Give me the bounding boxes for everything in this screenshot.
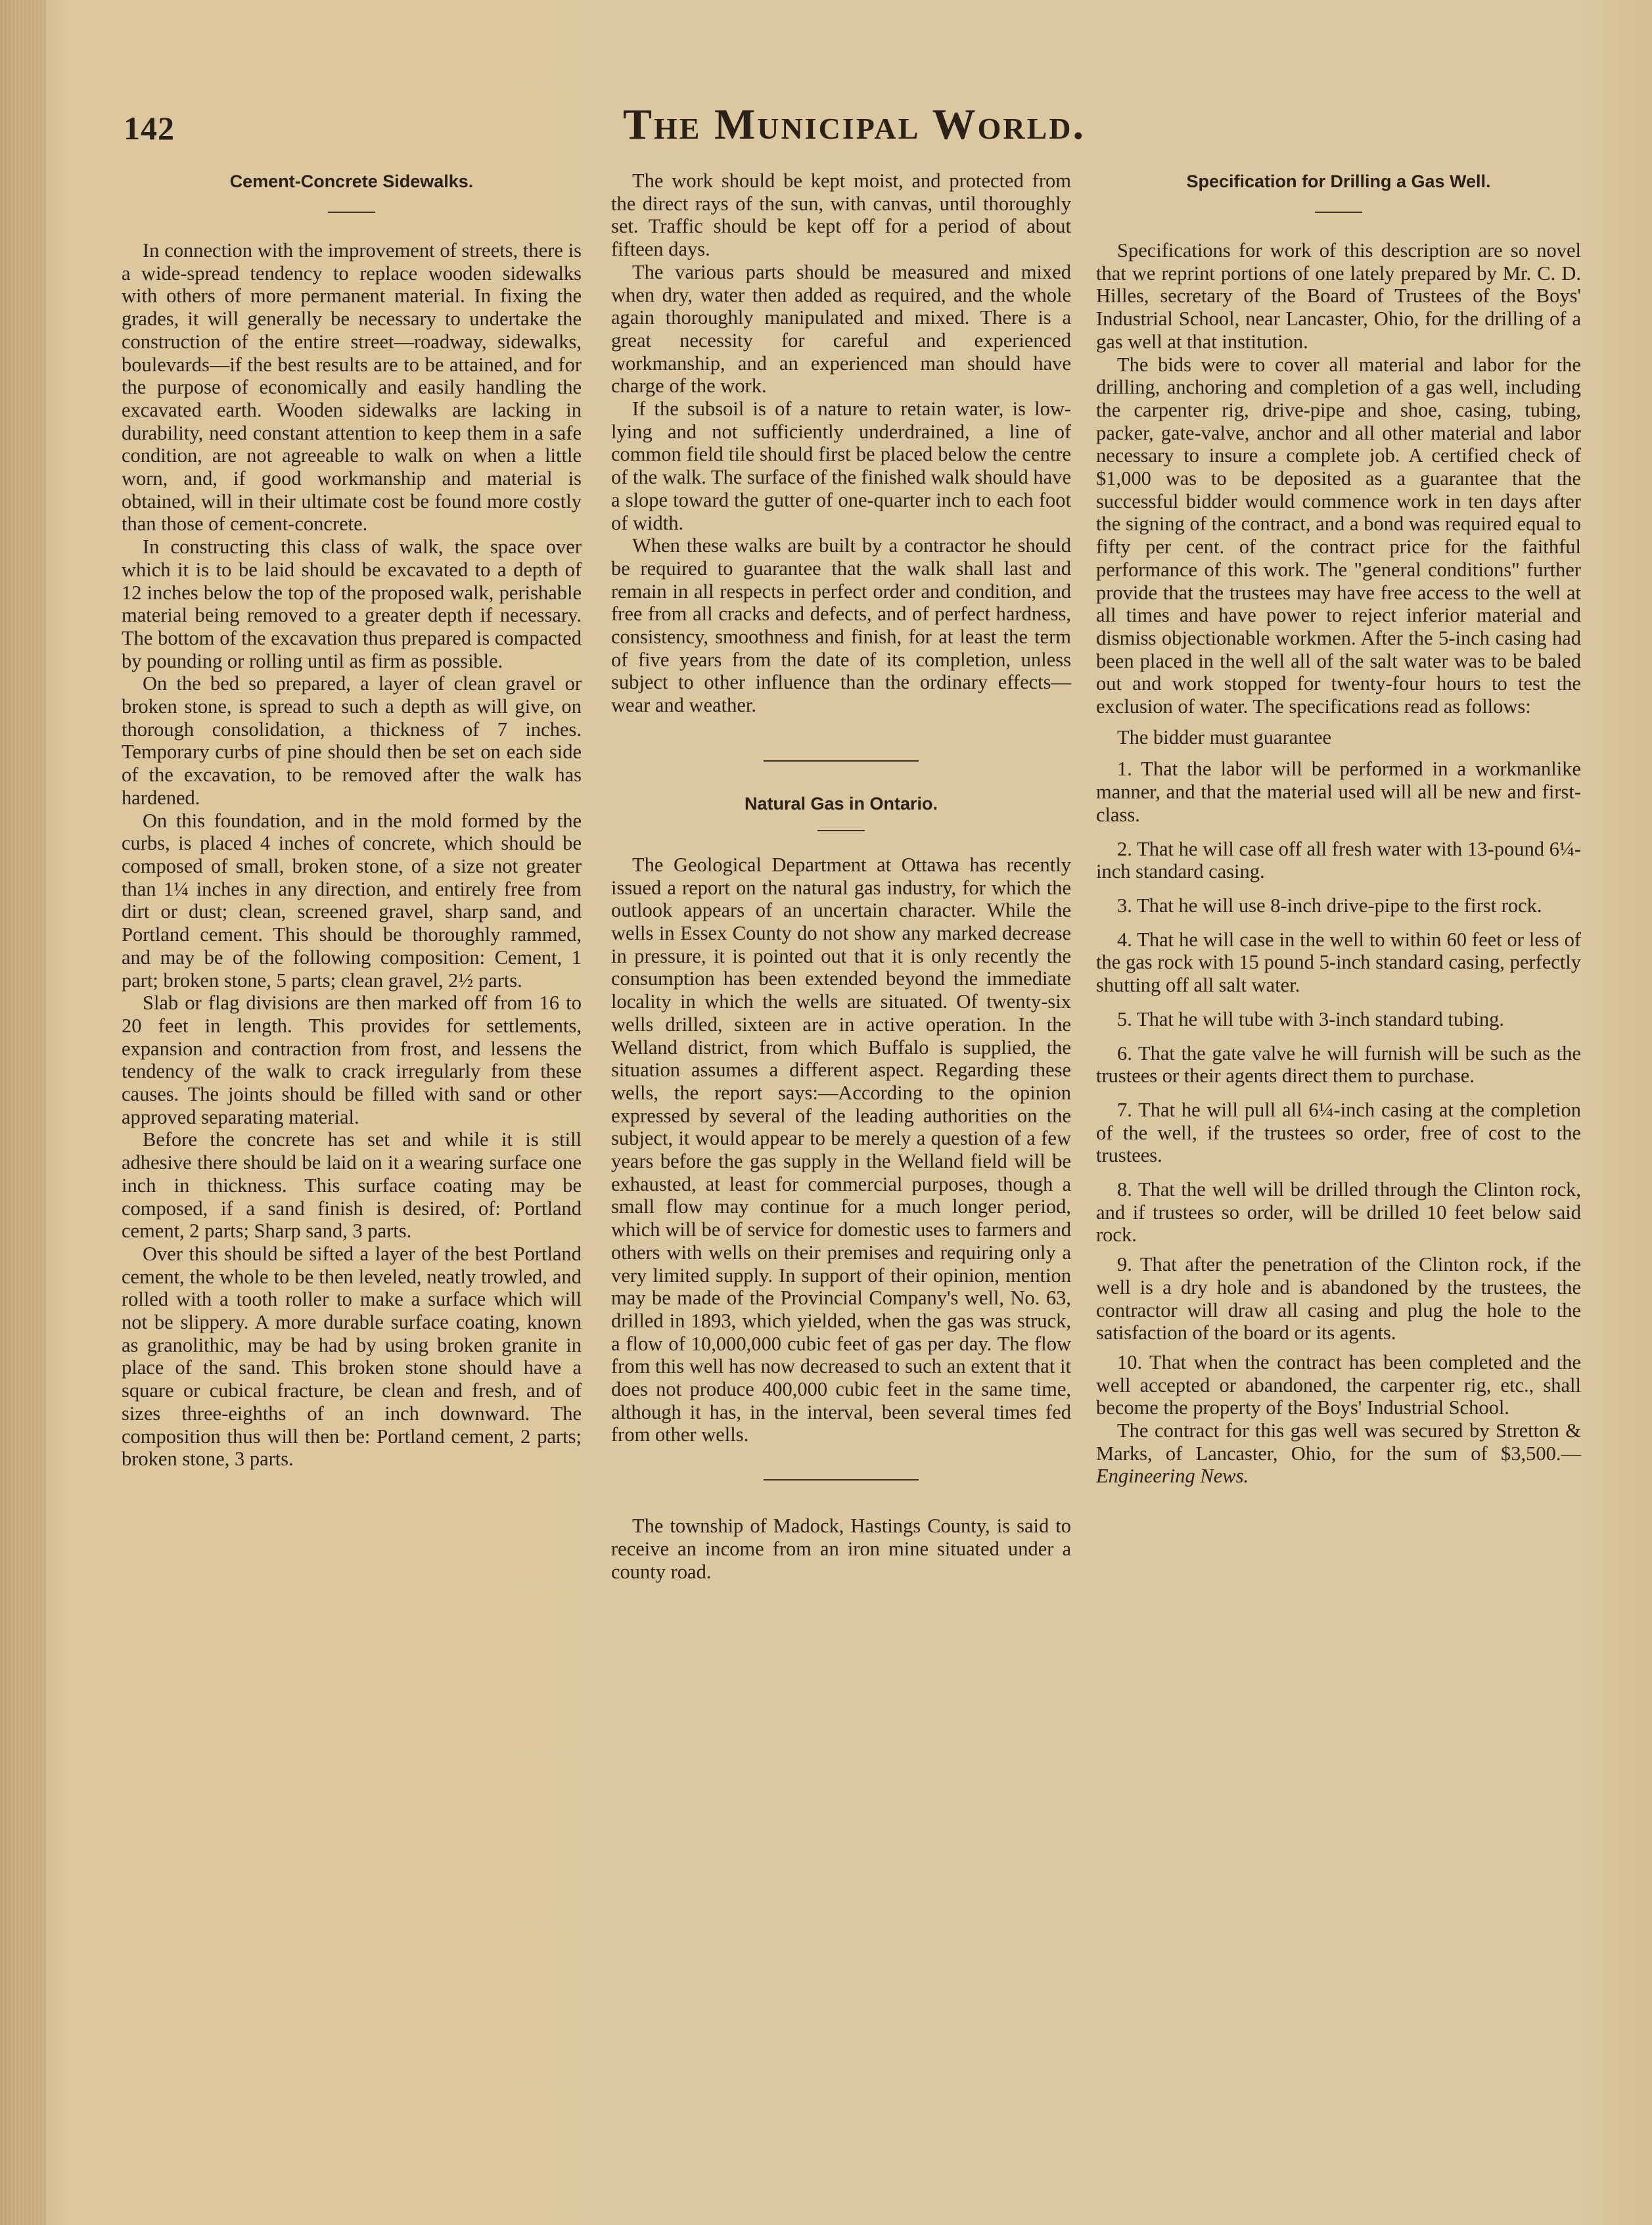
title-rule [1315,212,1362,213]
article-title-cement-sidewalks: Cement-Concrete Sidewalks. [229,172,474,191]
title-rule [817,830,865,831]
masthead-title: The Municipal World. [622,101,1086,149]
paragraph: Before the concrete has set and while it is still adhesive there should be laid on it a wearing surface one inch in thickness. This surface coating may be composed, if a sand finish is desired, of: Portland cement, 2 parts; Sharp sand, 3 parts. [122,1128,582,1243]
paragraph: Specifications for work of this description are so novel that we reprint portions of one lately prepared by Mr. C. D. Hilles, secretary of the Board of Trustees of the Boys' Industrial School, near Lancaster, Ohio, for the drilling of a gas well at that institution. [1096,239,1581,353]
paragraph: Slab or flag divisions are then marked off from 16 to 20 feet in length. This provides for settlements, expansion and contraction from frost, and lessens the tendency of the walk to crack irregularly from these causes. The joints should be filled with sand or other approved separating material. [122,992,582,1128]
paragraph: In constructing this class of walk, the space over which it is to be laid should be excavated to a depth of 12 inches below the top of the proposed walk, perishable material being removed to a greater depth if necessary. The bottom of the excavation thus prepared is compacted by pounding or rolling until as firm as possible. [122,536,582,672]
paragraph: Over this should be sifted a layer of the best Portland cement, the whole to be then leveled, neatly trowled, and rolled with a tooth roller to make a surface which will not be slippery. A more durable surface coating, known as granolithic, may be had by using broken granite in place of the sand. This broken stone should have a square or cubical fracture, be clean and fresh, and of sizes three-eighths of an inch downward. The composition thus will then be: Portland cement, 2 parts; broken stone, 3 parts. [122,1242,582,1471]
paragraph: The township of Madock, Hastings County, is said to receive an income from an iron mine situated under a county road. [611,1515,1071,1583]
paragraph: If the subsoil is of a nature to retain water, is low-lying and not sufficiently underdrained, a line of common field tile should first be placed below the centre of the walk. The surface of the finished walk should have a slope toward the gutter of one-quarter inch to each foot of width. [611,398,1071,534]
paragraph: On this foundation, and in the mold formed by the curbs, is placed 4 inches of concrete, which should be composed of small, broken stone, of a size not greater than 1¼ inches in any direction, and entirely free from dirt or dust; clean, screened gravel, sharp sand, and Portland cement. This should be thoroughly rammed, and may be of the following composition: Cement, 1 part; broken stone, 5 parts; clean gravel, 2½ parts. [122,809,582,992]
spec-item: 10. That when the contract has been completed and the well accepted or abandoned, the carpenter rig, etc., shall become the property of the Boys' Industrial School. [1096,1350,1581,1419]
paragraph: On the bed so prepared, a layer of clean gravel or broken stone, is spread to such a depth as will give, on thorough consolidation, a thickness of 7 inches. Temporary curbs of pine should then be set on each side of the excavation, to be removed after the walk has hardened. [122,672,582,809]
spec-item: 6. That the gate valve he will furnish will be such as the trustees or their agents direct them to purchase. [1096,1042,1581,1088]
paragraph: The bids were to cover all material and labor for the drilling, anchoring and completion of a gas well, including the carpenter rig, drive-pipe and shoe, casing, tubing, packer, gate-valve, anchor and all other material and labor necessary to insure a complete job. A certified check of $1,000 was to be deposited as a guarantee that the successful bidder would commence work in ten days after the signing of the contract, and a bond was required equal to fifty per cent. of the contract price for the faithful performance of this work. The "general conditions" further provide that the trustees may have free access to the well at all times and have power to reject inferior material and dismiss objectionable workmen. After the 5-inch casing had been placed in the well all of the salt water was to be baled out and work stopped for twenty-four hours to test the exclusion of water. The specifications read as follows: [1096,353,1581,718]
article-title-natural-gas: Natural Gas in Ontario. [744,793,938,814]
spec-item: 4. That he will case in the well to within 60 feet or less of the gas rock with 15 pound 5-inch standard casing, perfectly shutting off all salt water. [1096,928,1581,997]
title-rule [328,212,375,213]
article-separator [764,760,919,762]
spec-item: 9. That after the penetration of the Clinton rock, if the well is a dry hole and is abandoned by the trustees, the contractor will draw all casing and plug the hole to the satisfaction of the board or its agents. [1096,1253,1581,1344]
page-binding-edge [0,0,46,2225]
column-1 [122,170,582,1471]
article-separator [764,1479,919,1480]
paragraph: The work should be kept moist, and protected from the direct rays of the sun, with canvas, until thoroughly set. Traffic should be kept off for a period of about fifteen days. [611,170,1071,261]
paragraph: When these walks are built by a contractor he should be required to guarantee that the walk shall last and remain in all respects in perfect order and condition, and free from all cracks and defects, and of perfect hardness, consistency, smoothness and finish, for at least the term of five years from the date of its completion, unless subject to other influence than the ordinary effects—wear and weather. [611,534,1071,717]
spec-item: 2. That he will case off all fresh water with 13-pound 6¼-inch standard casing. [1096,837,1581,883]
paragraph: The Geological Department at Ottawa has recently issued a report on the natural gas industry, for which the outlook appears of an uncertain character. While the wells in Essex County do not show any marked decrease in pressure, it is pointed out that it is only recently the consumption has been extended beyond the immediate locality in which the wells are situated. Of twenty-six wells drilled, sixteen are in active operation. In the Welland district, from which Buffalo is supplied, the situation assumes a different aspect. Regarding these wells, the report says:—According to the opinion expressed by several of the leading authorities on the subject, it would appear to be merely a question of a few years before the gas supply in the Welland field will be exhausted, at least for commercial purposes, though a small flow may continue for a much longer period, which will be of service for domestic uses to farmers and others with wells on their premises and requiring only a very limited supply. In support of their opinion, mention may be made of the Provincial Company's well, No. 63, drilled in 1893, which yielded, when the gas was struck, a flow of 10,000,000 cubic feet of gas per day. The flow from this well has now decreased to such an extent that it does not produce 400,000 cubic feet in the same time, although it has, in the interval, been several times fed from other wells. [611,853,1071,1446]
closing-paragraph [1096,1419,1581,1488]
column-3 [1096,170,1581,1488]
paragraph: The various parts should be measured and mixed when dry, water then added as required, and the whole again thoroughly manipulated and mixed. There is a great necessity for careful and experienced workmanship, and an experienced man should have charge of the work. [611,260,1071,398]
paragraph: In connection with the improvement of streets, there is a wide-spread tendency to replace wooden sidewalks with others of more permanent material. In fixing the grades, it will generally be necessary to undertake the construction of the entire street—roadway, sidewalks, boulevards—if the best results are to be attained, and for the purpose of economically and easily handling the excavated earth. Wooden sidewalks are lacking in durability, need constant attention to keep them in a safe condition, are not agreeable to walk on when a little worn, and, if good workmanship and material is obtained, will in their ultimate cost be found more costly than those of cement-concrete. [122,239,582,536]
closing-text: The contract for this gas well was secured by Stretton & Marks, of Lancaster, Ohio, for the sum of $3,500.— [1096,1419,1581,1465]
article-title-gas-well-spec: Specification for Drilling a Gas Well. [1186,172,1491,191]
page-number: 142 [124,110,175,147]
column-2 [611,170,1071,1583]
spec-item: 8. That the well will be drilled through the Clinton rock, and if trustees so order, will be drilled 10 feet below said rock. [1096,1178,1581,1247]
source-citation: Engineering News. [1096,1465,1249,1488]
spec-item: 7. That he will pull all 6¼-inch casing at the completion of the well, if the trustees so order, free of cost to the trustees. [1096,1098,1581,1167]
spec-item: 1. That the labor will be performed in a workmanlike manner, and that the material used will all be new and first-class. [1096,758,1581,826]
page-header [118,99,1590,158]
spec-item: 5. That he will tube with 3-inch standard tubing. [1117,1007,1505,1030]
paragraph: The bidder must guarantee [1117,725,1332,748]
spec-item: 3. That he will use 8-inch drive-pipe to the first rock. [1117,894,1542,917]
